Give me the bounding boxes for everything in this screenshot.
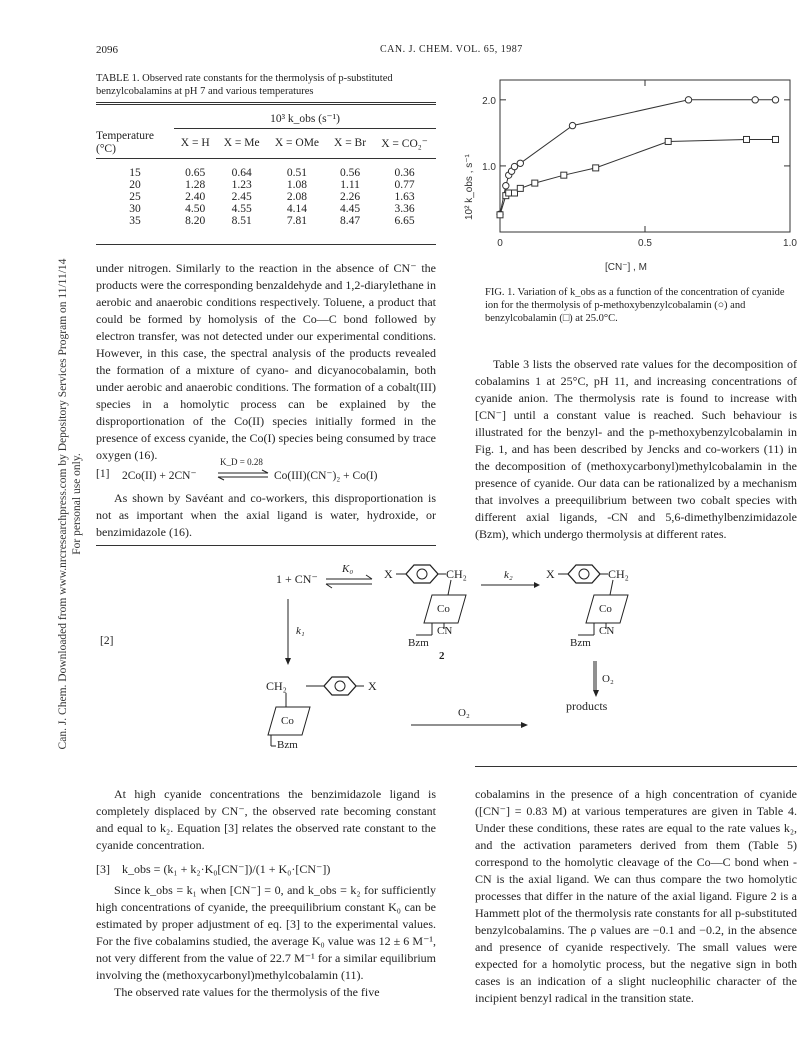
y-tick-label: 2.0 — [482, 95, 496, 107]
scheme-co-3: Co — [281, 715, 294, 727]
scheme-k1: k₁ — [296, 625, 305, 637]
scheme-drawing — [96, 555, 796, 760]
table-rule-top — [96, 102, 436, 103]
scheme-cn-2: CN — [599, 625, 615, 637]
table1-col-co2: X = CO₂⁻ — [381, 138, 428, 150]
scheme-reactant: 1 + CN⁻ — [276, 572, 318, 586]
scheme-bzm-3: Bzm — [277, 739, 298, 751]
data-point-circle — [511, 163, 517, 169]
table1-caption: TABLE 1. Observed rate constants for the thermolysis of p-substituted benzylcobalamins at pH 7 and various temperatures — [96, 73, 393, 97]
data-point-square — [497, 212, 503, 218]
chart-x-label: [CN⁻] , M — [605, 262, 647, 273]
watermark-line-2: For personal use only. — [71, 453, 83, 555]
right-column-top — [475, 356, 797, 543]
paragraph: As shown by Savéant and co-workers, this disproportionation is not as important when the axial ligand is water, hydroxide, or benzimidazole (16). — [96, 491, 436, 539]
left-column-top — [96, 260, 436, 464]
table1-col-me: X = Me — [223, 137, 260, 149]
scheme-x-2: X — [546, 567, 555, 581]
eq1-left: 2Co(II) + 2CN⁻ — [122, 470, 197, 482]
scheme-ch2-1: CH₂ — [446, 567, 467, 581]
data-point-square — [561, 172, 567, 178]
scheme-k2: k₂ — [504, 569, 513, 581]
series-line-2 — [500, 140, 776, 215]
side-watermark — [56, 224, 84, 784]
data-point-square — [665, 138, 671, 144]
table1-col-br: X = Br — [334, 137, 367, 149]
scheme-2 — [96, 555, 796, 760]
equation-3 — [96, 858, 436, 882]
eq1-right: Co(III)(CN⁻)₂ + Co(I) — [274, 470, 378, 482]
table1-group-header: 10³ k_obs (s⁻¹) — [174, 108, 436, 128]
chart-y-label: 10² k_obs , s⁻¹ — [464, 154, 475, 220]
scheme-compound-2: 2 — [439, 650, 445, 662]
x-tick-label: 1.0 — [783, 238, 797, 249]
y-tick-label: 1.0 — [482, 161, 496, 173]
paragraph: At high cyanide concentrations the benzimidazole ligand is completely displaced by CN⁻, the observed rate becoming constant and equal to k₂. Equation [3] relates the observed rate constant to the cyanide concentration. — [96, 787, 436, 852]
table-row: 35 8.20 8.51 7.81 8.47 6.65 — [129, 214, 415, 227]
scheme-o2-right: O₂ — [602, 673, 614, 685]
eq3-expression: k_obs = (k₁ + k₂·K₀[CN⁻])/(1 + K₀·[CN⁻]) — [122, 862, 331, 876]
data-point-square — [773, 136, 779, 142]
eq1-number: [1] — [96, 468, 110, 480]
table-rule-top-2 — [96, 104, 436, 105]
scheme-ch2-3: CH₂ — [266, 679, 287, 693]
scheme-rule-bottom — [475, 766, 797, 767]
table-row: 30 4.50 4.55 4.14 4.45 3.36 — [129, 202, 415, 215]
scheme-x-3: X — [368, 679, 377, 693]
figure-1 — [460, 70, 800, 285]
x-tick-label: 0.5 — [638, 238, 652, 249]
scheme-cn-1: CN — [437, 625, 453, 637]
scheme-bzm-2: Bzm — [570, 637, 591, 649]
data-point-circle — [752, 97, 758, 103]
table-row: 20 1.28 1.23 1.08 1.11 0.77 — [129, 178, 415, 191]
scheme-bzm-1: Bzm — [408, 637, 429, 649]
scheme-k0: K₀ — [342, 563, 354, 575]
left-column-bottom — [96, 786, 436, 1001]
kobs-vs-cyanide-chart — [460, 70, 800, 285]
x-tick-label: 0 — [497, 238, 503, 249]
table1-col-h: X = H — [180, 137, 210, 149]
table-rule-bottom — [96, 244, 436, 245]
data-point-square — [532, 180, 538, 186]
scheme-ch2-2: CH₂ — [608, 567, 629, 581]
data-point-square — [512, 190, 518, 196]
right-column-bottom — [475, 786, 797, 1007]
paragraph: cobalamins in the presence of a high concentration of cyanide ([CN⁻] = 0.83 M) at various temperatures are given in Table 4. Under these conditions, these rates are equal to the rate values k₂, and the activation parameters derived from them (Table 5) correspond to the homolytic cleavage of the Co—C bond when -CN is the axial ligand. We can thus compare the two homolytic processes that differ in the nature of the axial ligand. Figure 2 is a Hammett plot of the thermolysis rate constants for all p-substituted benzylcobalamins. The ρ values are −0.1 and −0.2, in the absence and presence of cyanide respectively. The small values were expected for a homolytic process, but the negative sign in both cases is an indication of a slight nucleophilic character of the incipient benzyl radical in the transition state. — [475, 787, 797, 1005]
data-point-circle — [772, 97, 778, 103]
table1-col-ome: X = OMe — [274, 137, 320, 149]
scheme-products: products — [566, 699, 608, 713]
scheme-rule-top — [96, 545, 436, 546]
left-column-top-2 — [96, 490, 436, 541]
eq3-number: [3] — [96, 862, 110, 876]
scheme-number: [2] — [100, 635, 114, 647]
data-point-square — [744, 136, 750, 142]
watermark-line-1: Can. J. Chem. Downloaded from www.nrcresearchpress.com by Depository Services Program on 11/11/14 — [57, 258, 69, 750]
page-number: 2096 — [96, 44, 118, 56]
data-point-circle — [685, 97, 691, 103]
data-point-circle — [517, 160, 523, 166]
equation-1 — [96, 457, 436, 488]
series-line-1 — [500, 100, 776, 214]
data-point-circle — [503, 183, 509, 189]
table-row: 15 0.65 0.64 0.51 0.56 0.36 — [129, 166, 415, 179]
data-point-square — [593, 165, 599, 171]
table1-stub-header: Temperature (°C) — [96, 129, 154, 155]
paragraph: under nitrogen. Similarly to the reaction in the absence of CN⁻ the products were the corresponding benzaldehyde and 1,2-diarylethane in aerobic and anaerobic conditions respectively. Toluene, a product that could be formed by homolysis of the Co—C bond followed by electron transfer, was not detected under our experimental conditions. However, in this case, the spectral analysis of the products revealed the formation of a mixture of cyano- and dicyanocobalamin, both under aerobic and anaerobic conditions. The formation of a cobalt(III) species in a homolytic process can be explained by the disproportionation of the Co(II) species initially formed in the presence of excess cyanide, the Co(I) species being consumed by trace oxygen (16). — [96, 261, 436, 462]
scheme-o2-bottom: O₂ — [458, 707, 470, 719]
table-row: 25 2.40 2.45 2.08 2.26 1.63 — [129, 190, 415, 203]
journal-header: CAN. J. CHEM. VOL. 65, 1987 — [380, 44, 523, 55]
paragraph: The observed rate values for the thermolysis of the five — [114, 985, 380, 999]
figure1-caption: FIG. 1. Variation of k_obs as a function of the concentration of cyanide ion for the thermolysis of p-methoxybenzylcobalamin (○) and benzylcobalamin (□) at 25.0°C. — [485, 287, 785, 324]
scheme-co-2: Co — [599, 603, 612, 615]
data-point-square — [506, 190, 512, 196]
table1 — [96, 108, 436, 227]
chart-frame — [500, 80, 790, 232]
paragraph: Since k_obs = k₁ when [CN⁻] = 0, and k_obs = k₂ for sufficiently high concentrations of cyanide, the preequilibrium constant K₀ can be estimated by proper adjustment of eq. [3] to the experimental values. For the five cobalamins studied, the average K₀ value was 12 ± 6 M⁻¹, not very different from the value of 22.7 M⁻¹ for a similar equilibrium involving the (methoxycarbonyl)methylcobalamin (11). — [96, 883, 436, 982]
paragraph: Table 3 lists the observed rate values for the decomposition of cobalamins 1 at 25°C, pH 11, and increasing concentrations of cyanide anion. The thermolysis rate is found to increase with [CN⁻] until a constant value is reached. Such behaviour is illustrated for the benzyl- and the p-methoxybenzylcobalamin in Fig. 1, and has been described by Jencks and co-workers (11) in the decomposition of (methoxycarbonyl)methylcobalamin in the presence of cyanide. Our data can be rationalized by a mechanism that involves a preequilibrium between two cobalt species with different axial ligands, -CN and 5,6-dimethylbenzimidazole (Bzm), which undergo thermolysis at different rates. — [475, 357, 797, 541]
scheme-co-1: Co — [437, 603, 450, 615]
scheme-x-1: X — [384, 567, 393, 581]
data-point-circle — [569, 122, 575, 128]
eq1-constant: K_D = 0.28 — [220, 457, 263, 467]
data-point-square — [517, 185, 523, 191]
equilibrium-arrow-icon — [216, 469, 270, 481]
